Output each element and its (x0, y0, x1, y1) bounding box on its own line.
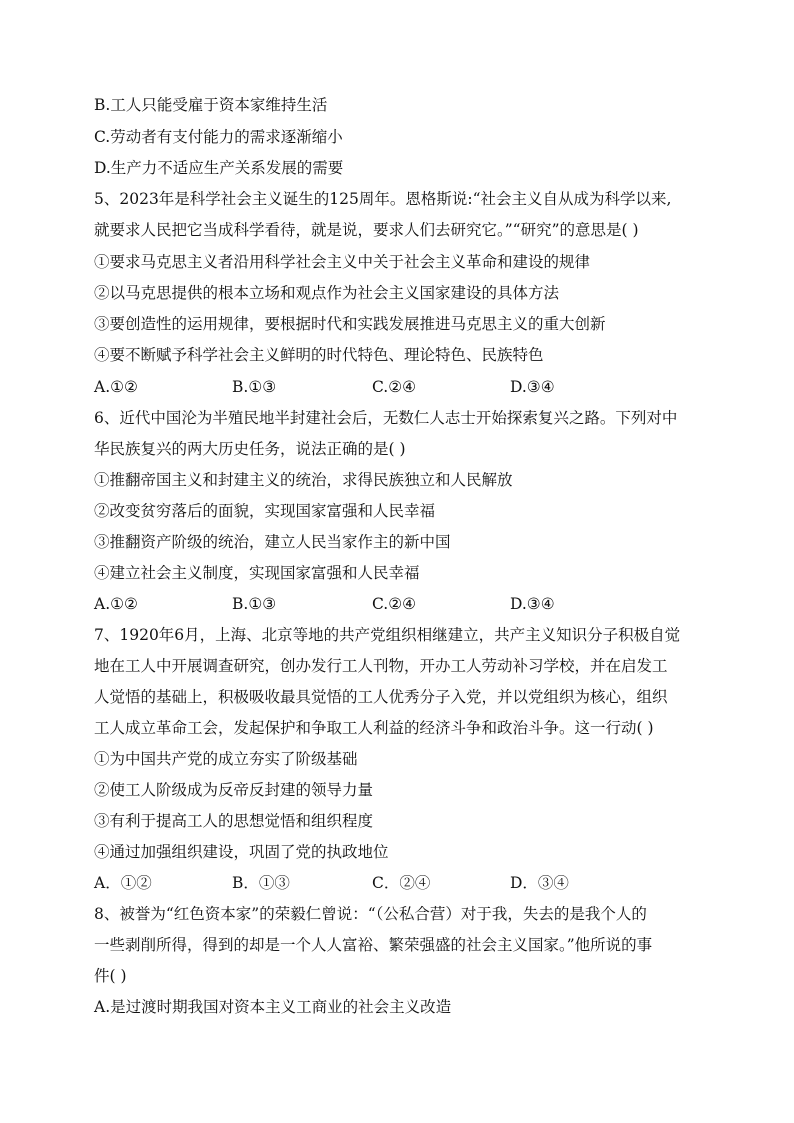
q4-option-c: C.劳动者有支付能力的需求逐渐缩小 (94, 128, 343, 146)
q6-choice-b: B.①③ (232, 595, 277, 613)
q7-stem-line-2: 地在工人中开展调查研究，创办发行工人刊物，开办工人劳动补习学校，并在启发工 (94, 657, 668, 675)
q6-statement-2: ②改变贫穷落后的面貌，实现国家富强和人民幸福 (94, 502, 436, 520)
q7-statement-4: ④通过加强组织建设，巩固了党的执政地位 (94, 843, 389, 861)
q6-choice-c: C.②④ (372, 595, 417, 613)
q4-option-b: B.工人只能受雇于资本家维持生活 (94, 96, 328, 114)
q7-choice-a: A．①② (94, 874, 152, 892)
q7-choices (94, 873, 654, 893)
q7-choice-d: D．③④ (510, 874, 569, 892)
q5-statement-2: ②以马克思提供的根本立场和观点作为社会主义国家建设的具体方法 (94, 284, 560, 302)
q6-choices (94, 594, 654, 614)
q5-stem-line-1: 5、2023年是科学社会主义诞生的125周年。恩格斯说:“社会主义自从成为科学以来, (94, 190, 672, 208)
q6-statement-3: ③推翻资产阶级的统治，建立人民当家作主的新中国 (94, 533, 451, 551)
q7-stem-line-3: 人觉悟的基础上，积极吸收最具觉悟的工人优秀分子入党，并以党组织为核心，组织 (94, 688, 668, 706)
q6-stem-line-2: 华民族复兴的两大历史任务，说法正确的是( ) (94, 440, 406, 458)
q8-stem-line-2: 一些剥削所得，得到的却是一个人人富裕、繁荣强盛的社会主义国家。”他所说的事 (94, 936, 653, 954)
q6-statement-4: ④建立社会主义制度，实现国家富强和人民幸福 (94, 564, 420, 582)
q5-choice-c: C.②④ (372, 378, 417, 396)
q5-choice-b: B.①③ (232, 378, 277, 396)
q7-statement-2: ②使工人阶级成为反帝反封建的领导力量 (94, 781, 374, 799)
q6-choice-d: D.③④ (510, 595, 555, 613)
q8-stem-line-1: 8、被誉为“红色资本家”的荣毅仁曾说：“（公私合营）对于我，失去的是我个人的 (94, 905, 647, 923)
q5-statement-3: ③要创造性的运用规律，要根据时代和实践发展推进马克思主义的重大创新 (94, 315, 606, 333)
q7-statement-3: ③有利于提高工人的思想觉悟和组织程度 (94, 812, 374, 830)
q6-statement-1: ①推翻帝国主义和封建主义的统治，求得民族独立和人民解放 (94, 471, 513, 489)
q6-stem-line-1: 6、近代中国沦为半殖民地半封建社会后，无数仁人志士开始探索复兴之路。下列对中 (94, 409, 678, 427)
q4-option-d: D.生产力不适应生产关系发展的需要 (94, 159, 344, 177)
q7-choice-c: C．②④ (372, 874, 431, 892)
q5-choices (94, 377, 654, 397)
q5-statement-4: ④要不断赋予科学社会主义鲜明的时代特色、理论特色、民族特色 (94, 346, 544, 364)
q7-stem-line-1: 7、1920年6月，上海、北京等地的共产党组织相继建立，共产主义知识分子积极自觉 (94, 626, 681, 644)
q8-option-a: A.是过渡时期我国对资本主义工商业的社会主义改造 (94, 998, 452, 1016)
q7-statement-1: ①为中国共产党的成立夯实了阶级基础 (94, 750, 358, 768)
q7-choice-b: B．①③ (232, 874, 290, 892)
q6-choice-a: A.①② (94, 595, 138, 613)
q7-stem-line-4: 工人成立革命工会，发起保护和争取工人利益的经济斗争和政治斗争。这一行动( ) (94, 719, 654, 737)
q5-choice-a: A.①② (94, 378, 138, 396)
q5-stem-line-2: 就要求人民把它当成科学看待，就是说，要求人们去研究它。”“研究”的意思是( ) (94, 221, 639, 239)
q5-choice-d: D.③④ (510, 378, 555, 396)
q8-stem-line-3: 件( ) (94, 967, 127, 985)
q5-statement-1: ①要求马克思主义者沿用科学社会主义中关于社会主义革命和建设的规律 (94, 253, 591, 271)
